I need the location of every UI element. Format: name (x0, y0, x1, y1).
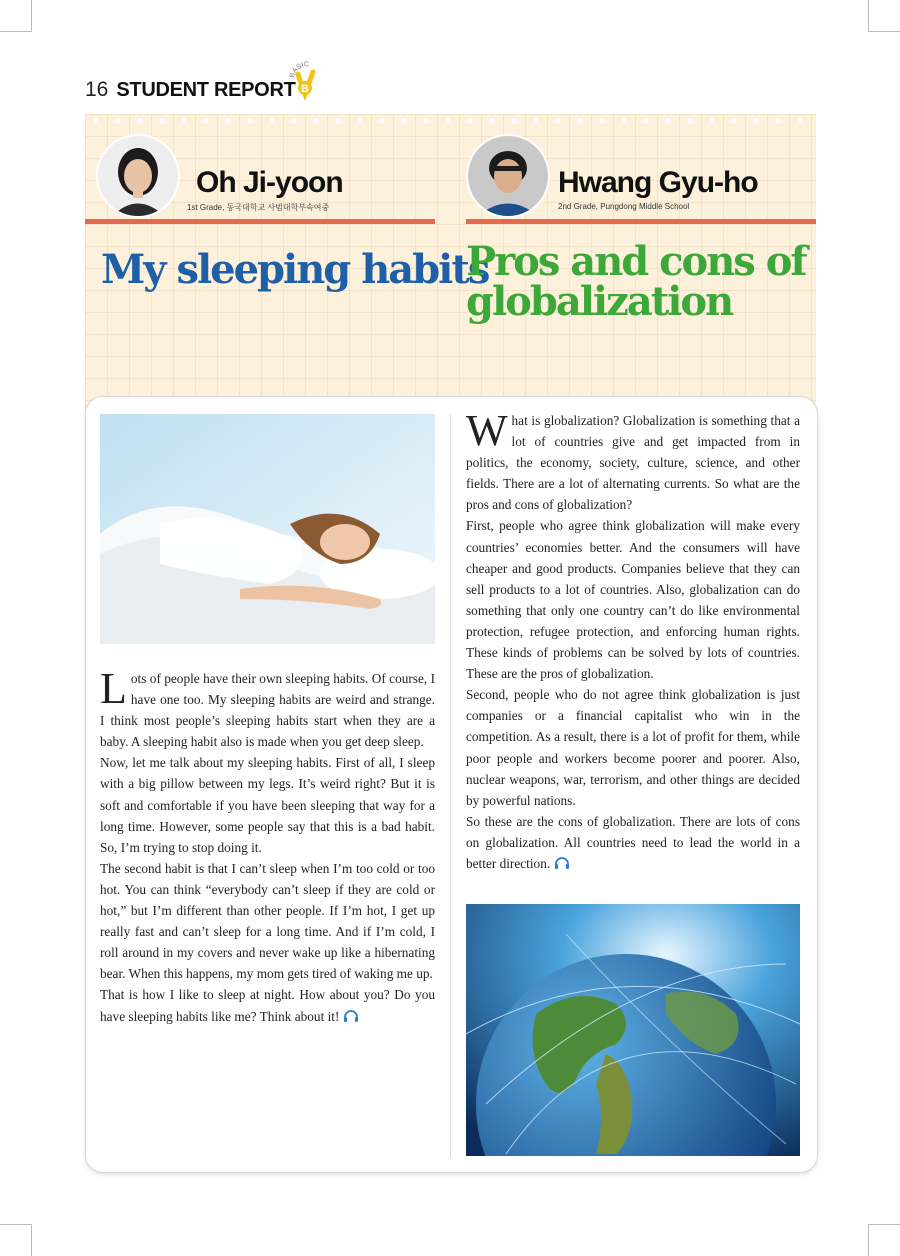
badge-level-text: BASIC (288, 61, 310, 79)
paragraph-text: That is how I like to sleep at night. How about you? Do you have sleeping habits like me? Think about it! (100, 987, 435, 1024)
article-title-right-line2: globalization (466, 278, 733, 325)
headphones-icon (343, 1009, 359, 1023)
badge-letter: B (301, 83, 309, 95)
article-title-right (466, 238, 806, 325)
crop-mark (0, 1224, 32, 1225)
crop-mark (868, 0, 869, 32)
paragraph-text: So these are the cons of globalization. There are lots of cons on globalization. All countries need to lead the world in a better direction. (466, 813, 800, 871)
paragraph (100, 664, 435, 752)
globe-photo (466, 904, 800, 1156)
paragraph: Now, let me talk about my sleeping habits. First of all, I sleep with a big pillow between my legs. It’s weird right? But it is soft and comfortable if you have been sleeping that way for a long time. However, some people say that this is a bad habit. So, I’m trying to stop doing it. (100, 755, 435, 855)
paragraph (466, 811, 800, 874)
crop-mark (31, 0, 32, 32)
author-name-right: Hwang Gyu-ho (558, 166, 758, 199)
paragraph-text: hat is globalization? Globalization is something that a lot of countries give and get impacted from in politics, the economy, society, culture, science, and other fields. There are a lot of alternating currents. So what are the pros and cons of globalization? (466, 413, 800, 513)
column-divider (450, 414, 451, 1158)
page-header (85, 70, 296, 110)
headphones-icon (554, 856, 570, 870)
author-school-left: 1st Grade, 동국대학교 사범대학부속여중 (187, 203, 330, 212)
basic-badge-icon (286, 60, 326, 100)
sleeping-photo (100, 414, 435, 644)
avatar-hwang-gyu-ho (466, 134, 550, 218)
paragraph: Second, people who do not agree think globalization is just companies or a financial capitalist who win in the competition. As a result, there is a lot of profit for them, while poor people and workers become poorer and poorer. Also, nuclear weapons, war, terrorism, and other things are decided by powerful nations. (466, 687, 800, 808)
article-body-right (466, 406, 800, 874)
drop-cap: W (466, 406, 508, 455)
author-name-left: Oh Ji-yoon (196, 166, 343, 199)
crop-mark (0, 31, 32, 32)
crop-mark (868, 31, 900, 32)
author-school-right: 2nd Grade, Pungdong Middle School (558, 202, 690, 211)
film-strip-decoration (85, 114, 816, 128)
article-title-right-line1: Pros and cons of (466, 238, 806, 285)
paragraph-text: ots of people have their own sleeping habits. Of course, I have one too. My sleeping habits are weird and strange. I think most people’s sleeping habits start when they are a baby. A sleeping habit also is made when you get deep sleep. (100, 671, 435, 750)
drop-cap: L (100, 664, 127, 713)
accent-rule-left (85, 219, 435, 224)
crop-mark (868, 1224, 900, 1225)
crop-mark (868, 1224, 869, 1256)
avatar-oh-ji-yoon (96, 134, 180, 218)
page-number: 16 (85, 78, 109, 101)
paragraph: The second habit is that I can’t sleep when I’m too cold or too hot. You can think “everybody can’t sleep if they are cold or hot,” but I’m different than other people. If I’m hot, I get up really fast and can’t sleep for a long time. And if I’m cold, I roll around in my covers and never wake up like a hibernating bear. When this happens, my mom gets tired of waking me up. (100, 860, 435, 982)
crop-mark (31, 1224, 32, 1256)
article-title-left: My sleeping habits (101, 246, 489, 293)
paragraph (466, 406, 800, 515)
accent-rule-right (466, 219, 816, 224)
paragraph (100, 984, 435, 1026)
paragraph: First, people who agree think globalization will make every countries’ economies better. And the consumers will have cheaper and good products. Companies believe that they can sell products to a lot of countries. Also, globalization can do something that only one country can’t do like environmental protection, refugee protection, and enforcing human rights. These kinds of problems can be solved by lots of countries. These are the pros of globalization. (466, 518, 800, 682)
section-title: STUDENT REPORT (116, 78, 296, 101)
article-body-left (100, 664, 435, 1027)
